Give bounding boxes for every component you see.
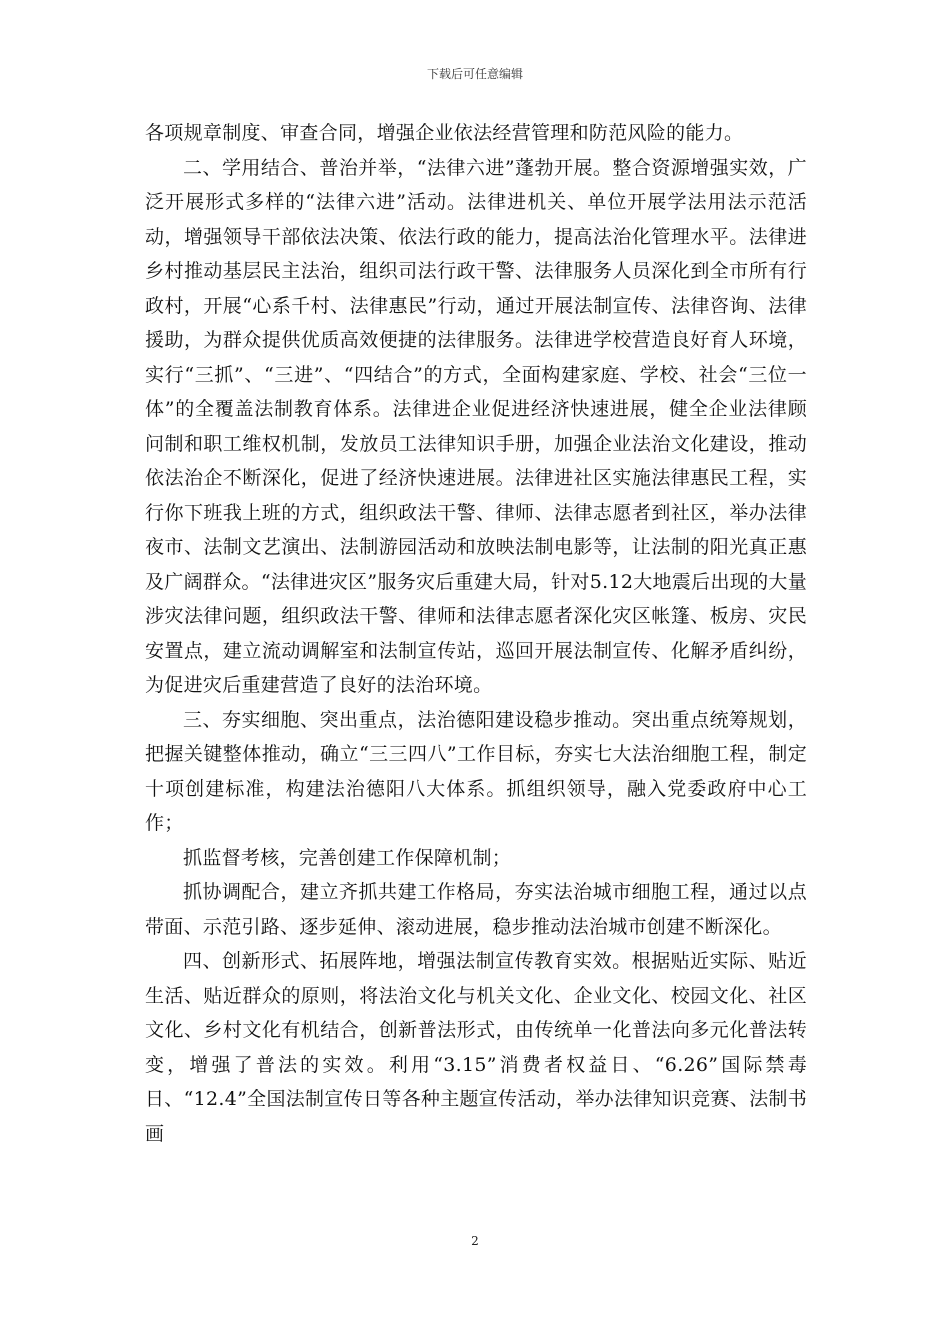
paragraph-section-four: 四、创新形式、拓展阵地，增强法制宣传教育实效。根据贴近实际、贴近生活、贴近群众的原则，将法治文化与机关文化、企业文化、校园文化、社区文化、乡村文化有机结合，创新普法形式，由传统单一化普法向多元化普法转变，增强了普法的实效。利用“3.15”消费者权益日、“6.26”国际禁毒日、“12.4”全国法制宣传日等各种主题宣传活动，举办法律知识竞赛、法制书画	[145, 950, 807, 1145]
document-body	[145, 116, 807, 1151]
page-number: 2	[471, 1234, 479, 1248]
paragraph-continued: 各项规章制度、审查合同，增强企业依法经营管理和防范风险的能力。	[145, 122, 744, 144]
paragraph-section-two: 二、学用结合、普治并举，“法律六进”蓬勃开展。整合资源增强实效，广泛开展形式多样的“法律六进”活动。法律进机关、单位开展学法用法示范活动，增强领导干部依法决策、依法行政的能力，提高法治化管理水平。法律进乡村推动基层民主法治，组织司法行政干警、法律服务人员深化到全市所有行政村，开展“心系千村、法律惠民”行动，通过开展法制宣传、法律咨询、法律援助，为群众提供优质高效便捷的法律服务。法律进学校营造良好育人环境，实行“三抓”、“三进”、“四结合”的方式，全面构建家庭、学校、社会“三位一体”的全覆盖法制教育体系。法律进企业促进经济快速进展，健全企业法律顾问制和职工维权机制，发放员工法律知识手册，加强企业法治文化建设，推动依法治企不断深化，促进了经济快速进展。法律进社区实施法律惠民工程，实行你下班我上班的方式，组织政法干警、律师、法律志愿者到社区，举办法律夜市、法制文艺演出、法制游园活动和放映法制电影等，让法制的阳光真正惠及广阔群众。“法律进灾区”服务灾后重建大局，针对5.12大地震后出现的大量涉灾法律问题，组织政法干警、律师和法律志愿者深化灾区帐篷、板房、灾民安置点，建立流动调解室和法制宣传站，巡回开展法制宣传、化解矛盾纠纷，为促进灾后重建营造了良好的法治环境。	[145, 156, 807, 696]
page-header: 下载后可任意编辑	[426, 67, 523, 81]
paragraph-section-three: 三、夯实细胞、突出重点，法治德阳建设稳步推动。突出重点统筹规划，把握关键整体推动，确立“三三四八”工作目标，夯实七大法治细胞工程，制定十项创建标准，构建法治德阳八大体系。抓组织领导，融入党委政府中心工作；	[145, 708, 807, 834]
paragraph-supervision: 抓监督考核，完善创建工作保障机制；	[183, 846, 512, 869]
paragraph-coordination: 抓协调配合，建立齐抓共建工作格局，夯实法治城市细胞工程，通过以点带面、示范引路、逐步延伸、滚动进展，稳步推动法治城市创建不断深化。	[145, 881, 807, 938]
